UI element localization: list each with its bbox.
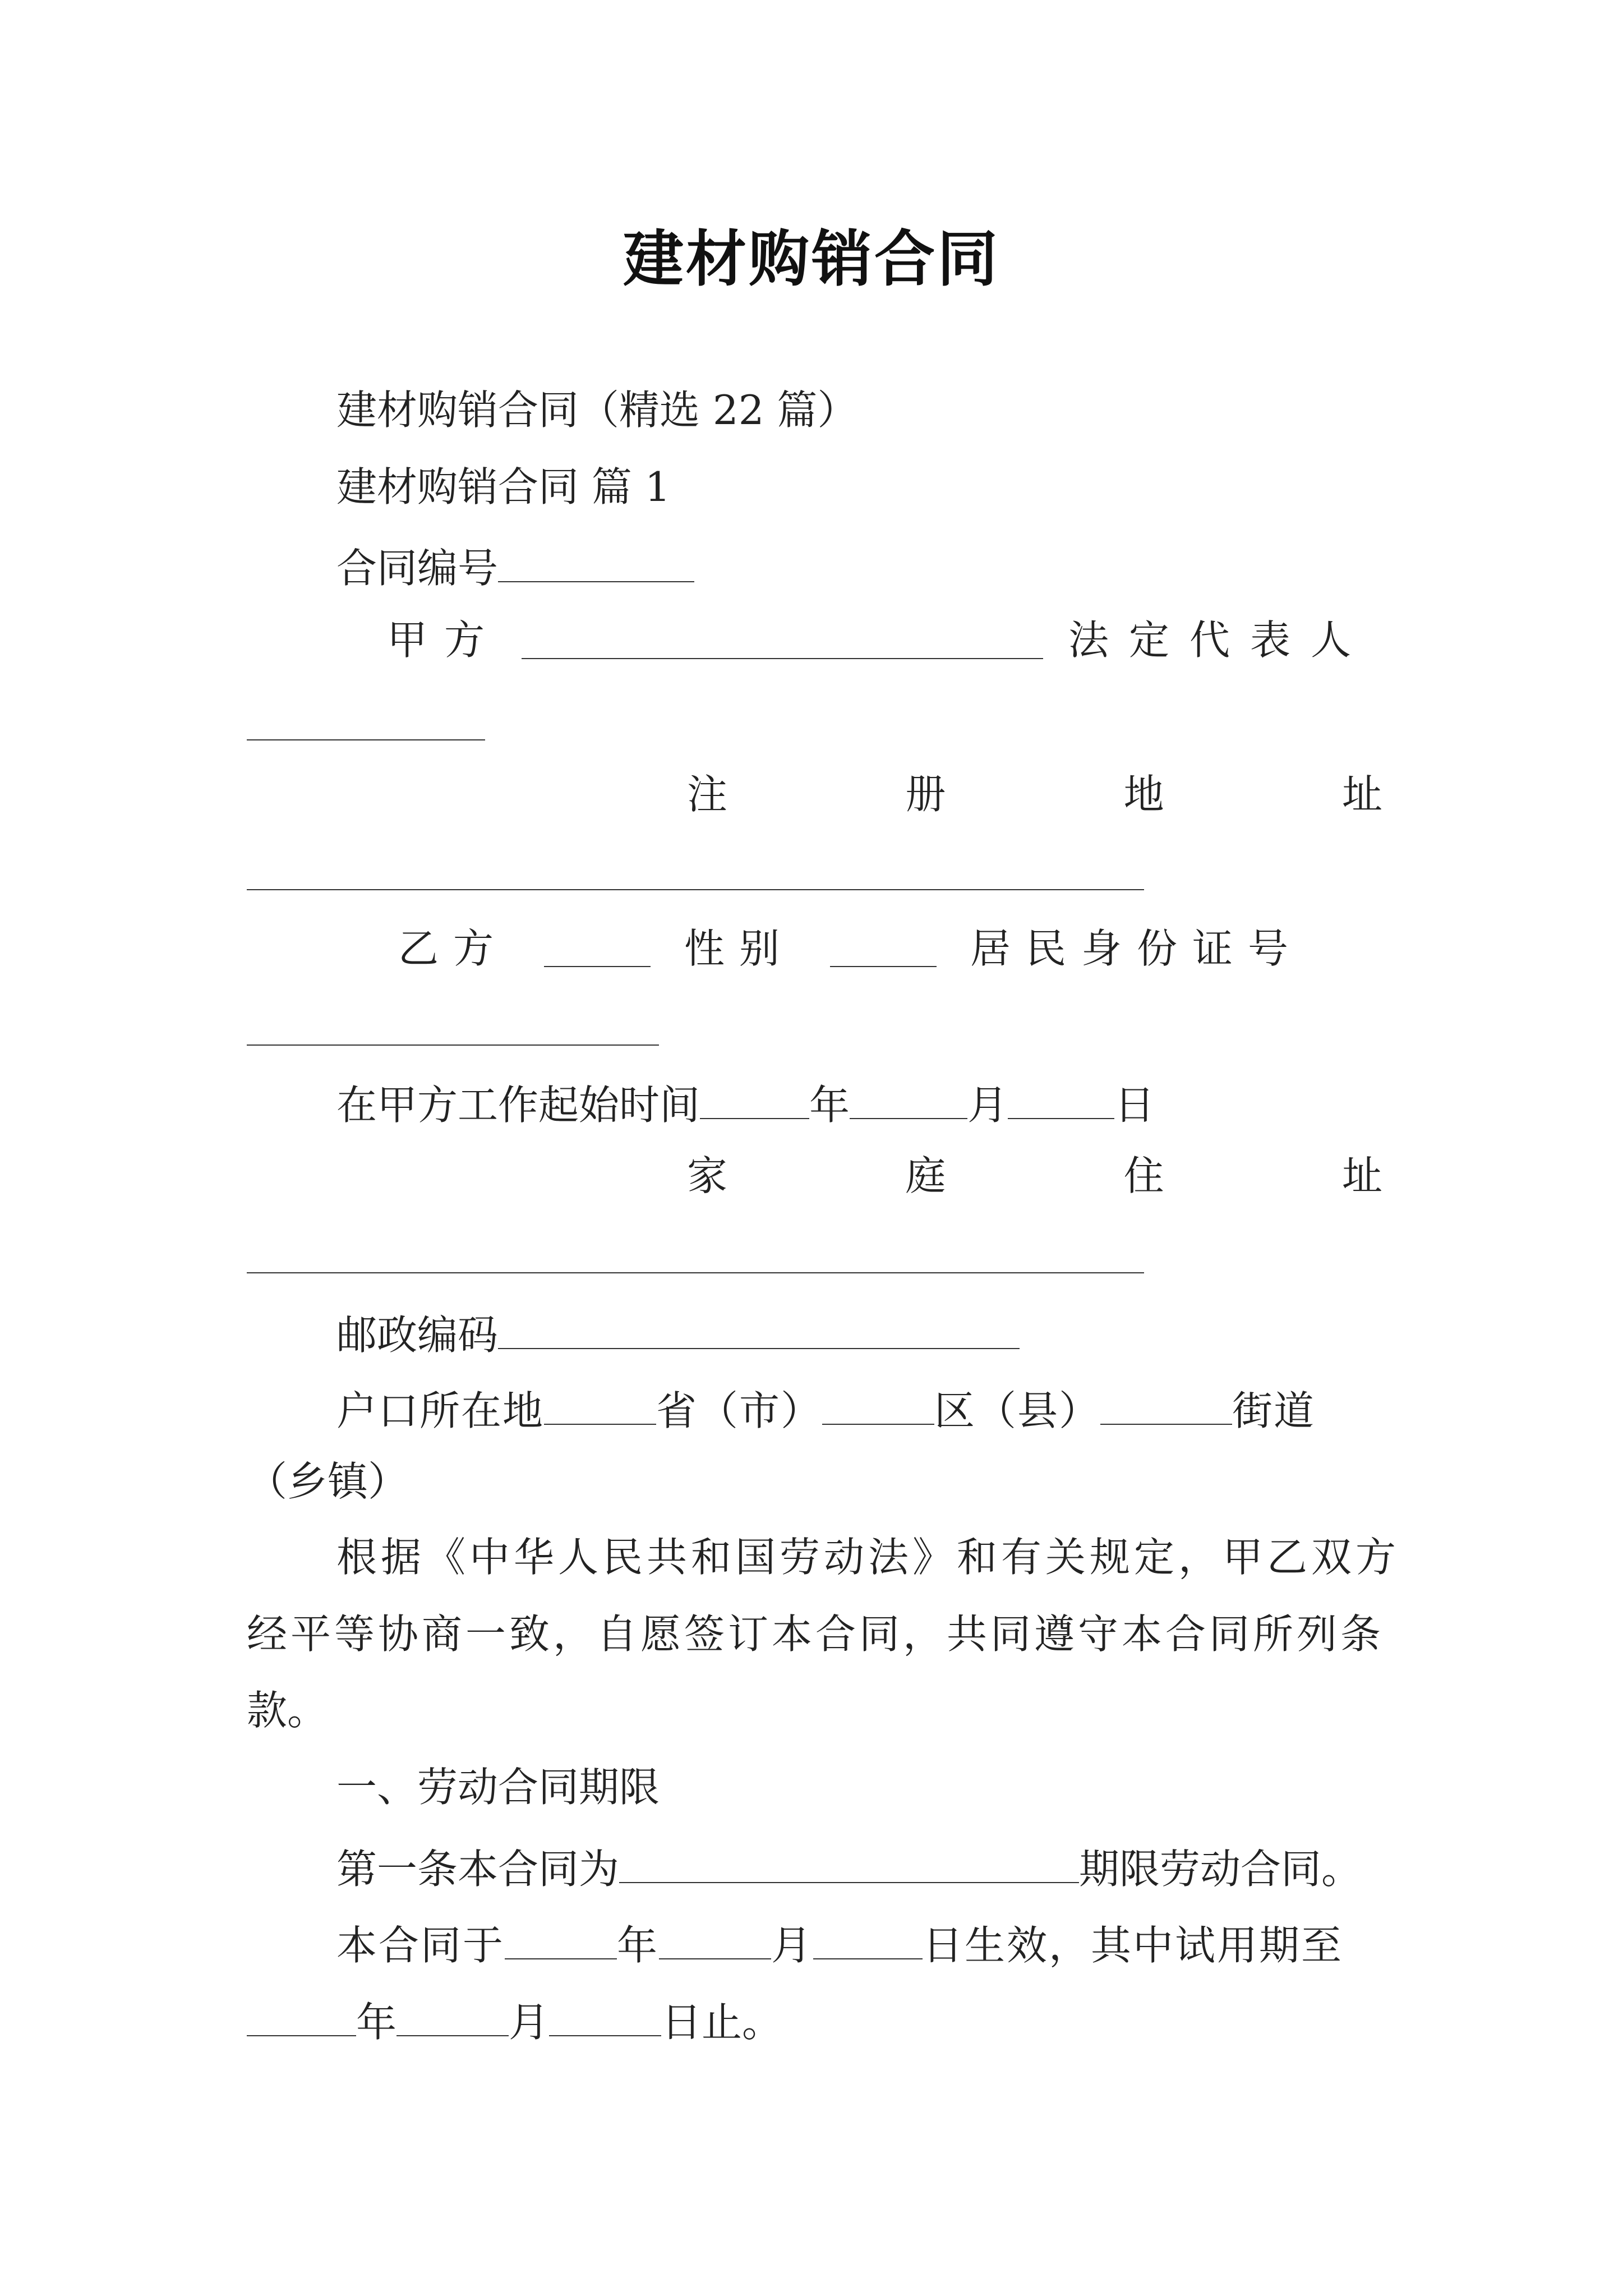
document-title: 建材购销合同: [623, 224, 1000, 295]
home-address-blank: [247, 1272, 1144, 1273]
section-heading: 建材购销合同 篇 1: [336, 463, 671, 510]
postcode-row: 邮政编码: [336, 1310, 1020, 1355]
party-b-label: 乙方: [398, 925, 509, 972]
registered-address-blank: [247, 889, 1144, 890]
effective-line-2: 年 月 日止。: [247, 1997, 782, 2042]
legal-rep-label: [1068, 616, 1382, 664]
id-number-blank: [247, 1045, 659, 1046]
registered-address-label: 注 册 地 址: [687, 771, 1382, 818]
legal-rep-text: 法定代表人: [1068, 616, 1372, 664]
gender-label: 性别: [684, 925, 795, 972]
contract-number-blank: [498, 543, 694, 582]
hukou-row: 户口所在地 省（市） 区（县） 街道: [336, 1386, 1315, 1431]
effective-line-1: 本合同于 年 月 日生效，其中试用期至: [336, 1920, 1343, 1966]
hukou-town: （乡镇）: [247, 1458, 409, 1505]
intro-line-1: 根据《中华人民共和国劳动法》和有关规定，甲乙双方: [336, 1534, 1400, 1581]
chapter-heading: 一、劳动合同期限: [336, 1764, 660, 1811]
party-a-label: 甲方: [387, 616, 502, 664]
article-1: 第一条本合同为 期限劳动合同。: [336, 1844, 1362, 1889]
home-address-label: 家 庭 住 址: [687, 1152, 1382, 1199]
contract-number-label: 合同编号: [336, 545, 499, 592]
id-number-label: 居民身份证号: [970, 925, 1304, 972]
intro-line-3: 款。: [247, 1687, 328, 1734]
gender-blank: [830, 966, 937, 967]
party-b-blank: [544, 966, 651, 967]
party-a-blank: [522, 658, 1043, 659]
intro-line-2: 经平等协商一致，自愿签订本合同，共同遵守本合同所列条: [247, 1611, 1385, 1658]
legal-rep-blank: [247, 739, 485, 740]
contract-number-row: [336, 543, 694, 592]
work-start-row: 在甲方工作起始时间 年 月 日: [336, 1080, 1155, 1125]
subtitle: 建材购销合同（精选 22 篇）: [336, 386, 858, 434]
postcode-blank: [498, 1310, 1020, 1349]
